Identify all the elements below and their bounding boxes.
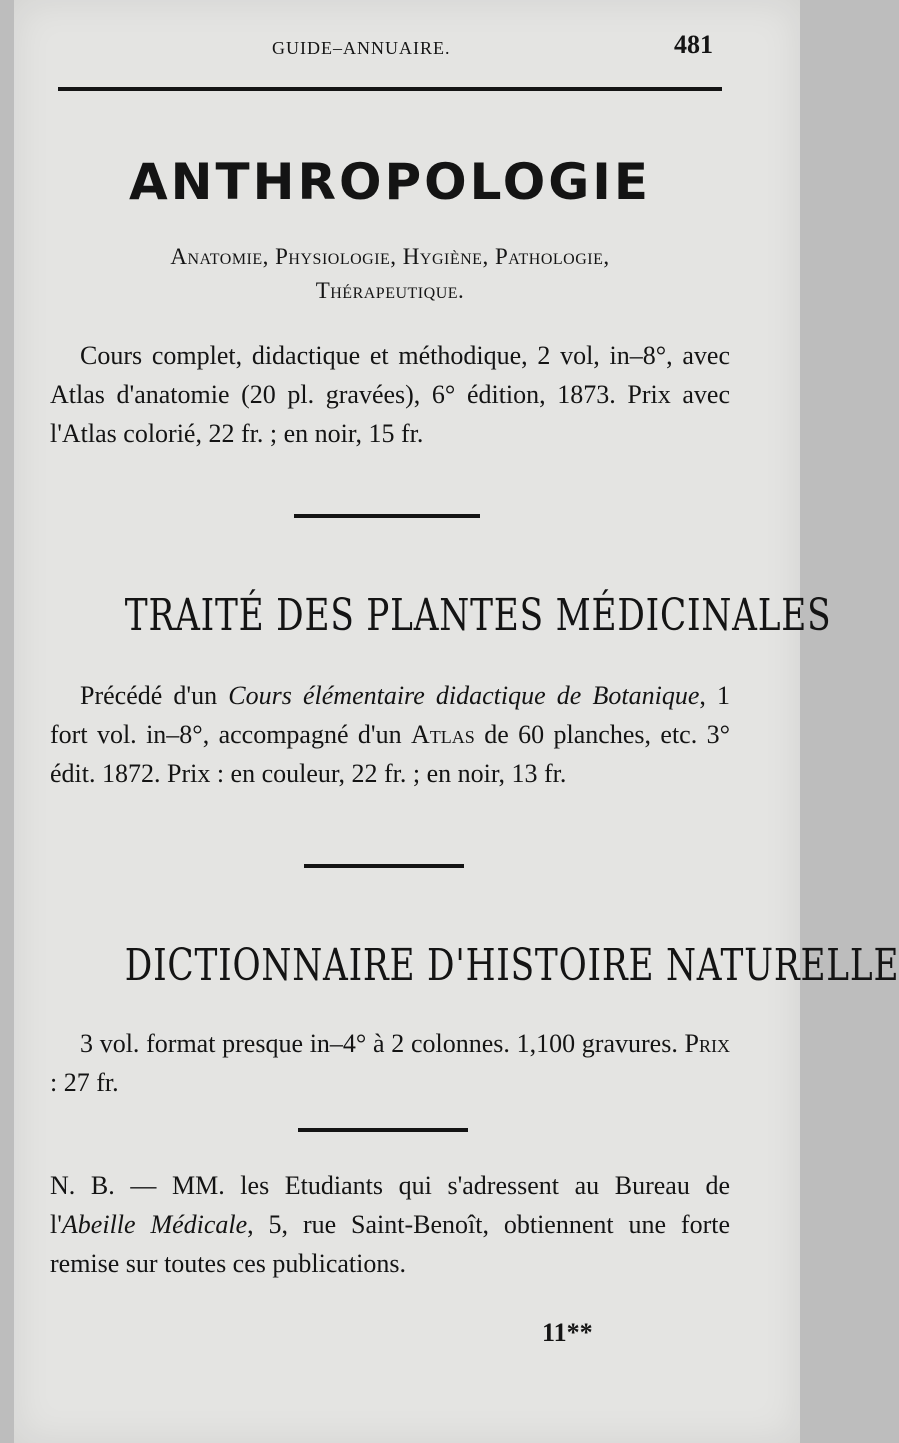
separator-rule <box>304 864 464 868</box>
signature-mark: 11** <box>542 1318 593 1347</box>
section-title-anthropologie: ANTHROPOLOGIE <box>128 153 652 211</box>
section-title-plantes: TRAITÉ DES PLANTES MÉDICINALES <box>124 590 832 641</box>
page-header <box>14 30 800 60</box>
section-2-text-mid: , 1 fort vol. in–8°, accompagné d'un <box>50 681 731 749</box>
section-2-body <box>50 676 730 793</box>
note-text-prefix: N. B. — MM. les Etudiants qui s'adressent au Bureau de l' <box>50 1171 730 1239</box>
section-1-body <box>50 336 730 453</box>
section-2-text-prefix: Précédé d'un <box>80 681 229 710</box>
subtitle-line-1: Anatomie, Physiologie, Hygiène, Pathologie, <box>170 244 610 269</box>
section-2-text-suffix: de 60 planches, etc. 3° édit. 1872. Prix : en couleur, 22 fr. ; en noir, 13 fr. <box>50 720 731 788</box>
note-block <box>50 1166 730 1283</box>
section-2-paragraph <box>50 676 730 793</box>
section-2-text-italic: Cours élémentaire didactique de Botanique <box>228 681 700 710</box>
header-rule <box>58 87 722 91</box>
section-3-text-suffix: : 27 fr. <box>50 1068 119 1097</box>
note-text-suffix: , 5, rue Saint-Benoît, obtiennent une forte remise sur toutes ces publications. <box>50 1210 730 1278</box>
section-3-body <box>50 1024 730 1102</box>
section-subtitle <box>50 240 730 308</box>
section-1-paragraph: Cours complet, didactique et méthodique, 2 vol, in–8°, avec Atlas d'anatomie (20 pl. gravées), 6° édition, 1873. Prix avec l'Atlas colorié, 22 fr. ; en noir, 15 fr. <box>50 341 730 448</box>
section-2-text-atlas: Atlas <box>411 720 475 749</box>
page-number: 481 <box>674 30 713 59</box>
book-page <box>14 0 899 1443</box>
note-paragraph <box>50 1166 730 1283</box>
section-3-text-prefix: 3 vol. format presque in–4° à 2 colonnes. 1,100 gravures. <box>80 1029 685 1058</box>
separator-rule <box>294 514 480 518</box>
separator-rule <box>298 1128 468 1132</box>
running-title: GUIDE–ANNUAIRE. <box>272 38 451 58</box>
section-3-paragraph <box>50 1024 730 1102</box>
section-3-text-prix: Prix <box>684 1029 730 1058</box>
note-text-italic: Abeille Médicale <box>61 1210 248 1239</box>
subtitle-line-2: Thérapeutique. <box>315 278 465 303</box>
section-title-dictionnaire: DICTIONNAIRE D'HISTOIRE NATURELLE <box>124 940 899 991</box>
